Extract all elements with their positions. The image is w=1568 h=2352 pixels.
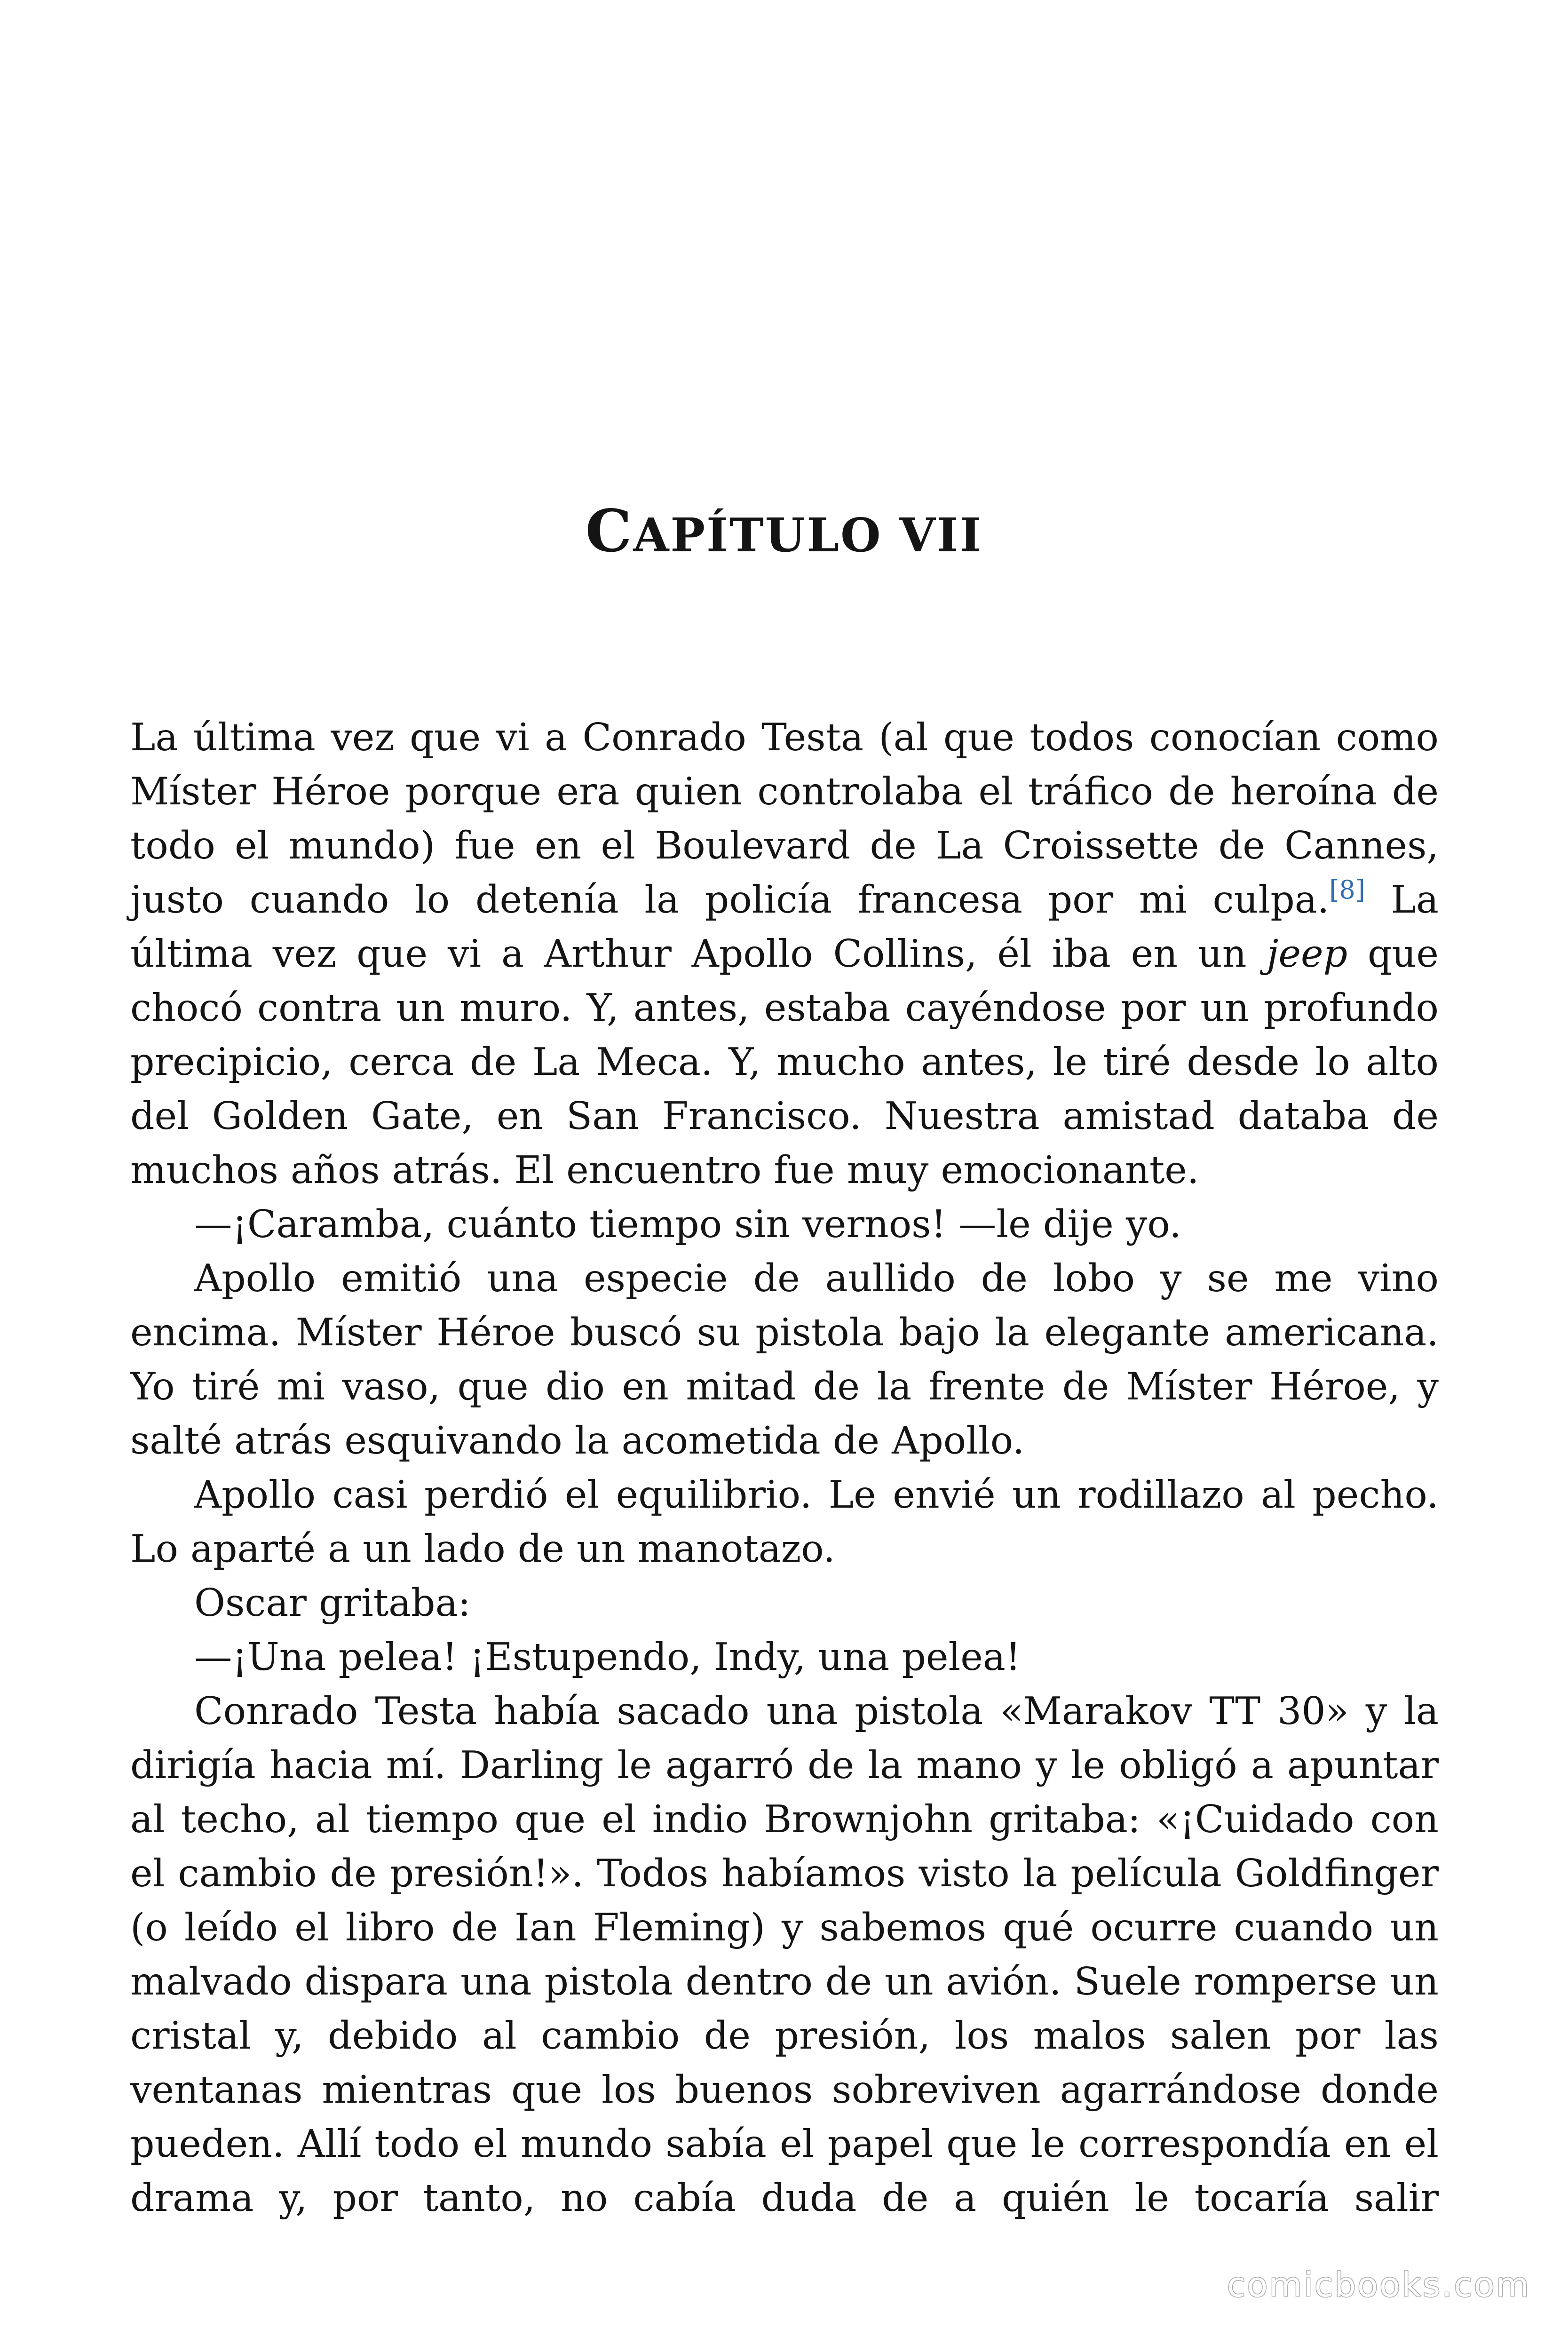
chapter-title <box>0 497 1568 566</box>
dialogue-line: —¡Una pelea! ¡Estupendo, Indy, una pelea! <box>194 1635 1021 1679</box>
paragraph <box>130 710 1439 1197</box>
paragraph: Conrado Testa había sacado una pistola «Marakov TT 30» y la dirigía hacia mí. Darling le agarró de la mano y le obligó a apuntar al techo, al tiempo que el indio Brownjohn gritaba: «¡Cuidado con el cambio de presión!». Todos habíamos visto la película Goldfinger (o leído el libro de Ian Fleming) y sabemos qué ocurre cuando un malvado dispara una pistola dentro de un avión. Suele romperse un cristal y, debido al cambio de presión, los malos salen por las ventanas mientras que los buenos sobreviven agarrándose donde pueden. Allí todo el mundo sabía el papel que le correspondía en el drama y, por tanto, no cabía duda de a quién le tocaría salir <box>130 1689 1439 2220</box>
paragraph: Oscar gritaba: <box>194 1581 471 1625</box>
body-text <box>130 710 1439 2225</box>
paragraph: Apollo casi perdió el equilibrio. Le envié un rodillazo al pecho. Lo aparté a un lado de un manotazo. <box>130 1472 1439 1571</box>
chapter-title-initial: C <box>585 497 634 566</box>
paragraph-text: que chocó contra un muro. Y, antes, estaba cayéndose por un profundo precipicio, cerca de La Meca. Y, mucho antes, le tiré desde lo alto del Golden Gate, en San Francisco. Nuestra amistad databa de muchos años atrás. El encuentro fue muy emocionante. <box>130 931 1439 1192</box>
footnote-link[interactable]: [8] <box>1329 875 1365 905</box>
italic-word: jeep <box>1267 931 1348 976</box>
dialogue-line: —¡Caramba, cuánto tiempo sin vernos! —le dije yo. <box>194 1202 1181 1246</box>
paragraph: Apollo emitió una especie de aullido de lobo y se me vino encima. Míster Héroe buscó su pistola bajo la elegante americana. Yo tiré mi vaso, que dio en mitad de la frente de Míster Héroe, y salté atrás esquivando la acometida de Apollo. <box>130 1256 1439 1462</box>
paragraph-text: La última vez que vi a Conrado Testa (al que todos conocían como Míster Héroe porque era quien controlaba el tráfico de heroína de todo el mundo) fue en el Boulevard de La Croissette de Cannes, justo cuando lo detenía la policía francesa por mi culpa. <box>130 715 1439 922</box>
watermark: comicbooks.com <box>1227 2265 1530 2304</box>
chapter-title-rest: APÍTULO VII <box>633 509 983 563</box>
paragraph-text: La última vez que vi a Arthur Apollo Collins, él iba en un <box>130 877 1439 976</box>
